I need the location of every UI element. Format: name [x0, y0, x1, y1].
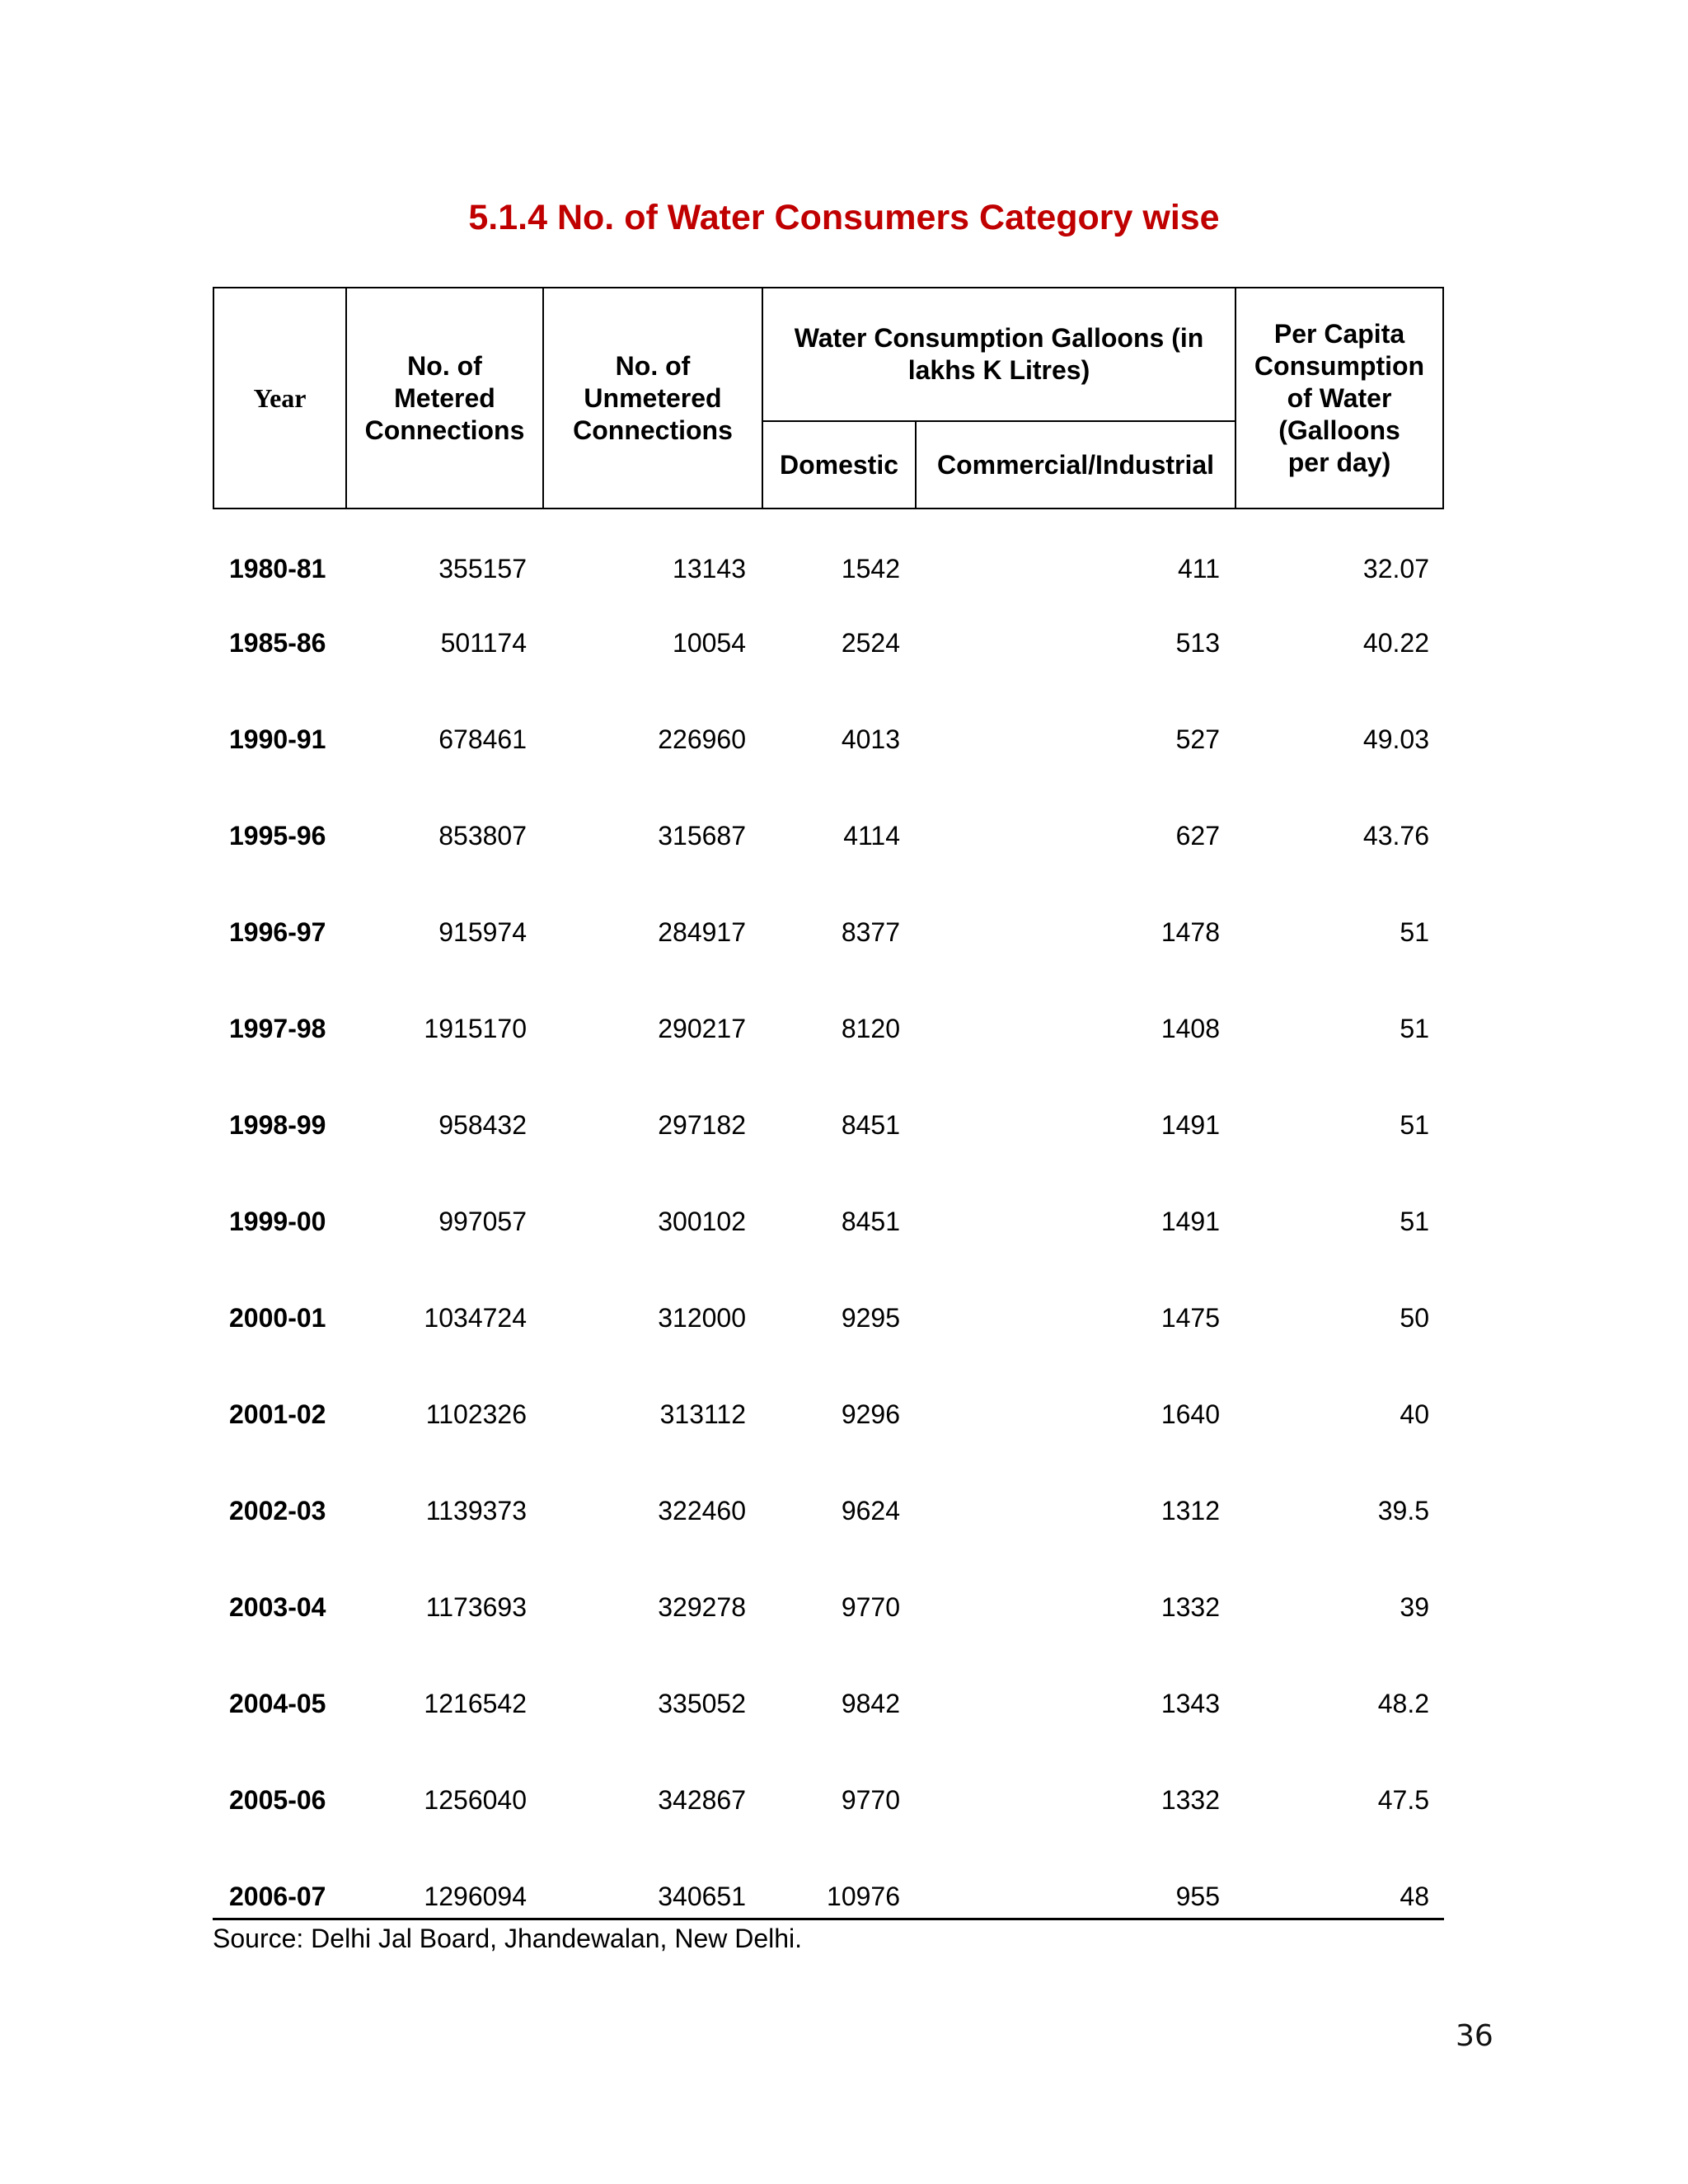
- cell-metered: 915974: [438, 917, 527, 947]
- page-title: 5.1.4 No. of Water Consumers Category wise: [468, 198, 1220, 237]
- table-row: [213, 1783, 1444, 1816]
- header-unmetered-connections: No. of Unmetered Connections: [573, 350, 733, 445]
- table-row: [213, 626, 1444, 659]
- cell-domestic: 8377: [841, 917, 900, 947]
- cell-unmetered: 284917: [658, 917, 746, 947]
- cell-commercial: 1478: [1160, 917, 1220, 947]
- page-number: 36: [1456, 2019, 1493, 2053]
- cell-commercial: 1491: [1160, 1110, 1220, 1140]
- cell-domestic: 9295: [841, 1303, 900, 1333]
- table-row: [213, 1301, 1444, 1334]
- cell-domestic: 4013: [841, 724, 900, 754]
- table-row: [213, 1494, 1444, 1527]
- cell-per-capita: 47.5: [1377, 1785, 1429, 1815]
- cell-unmetered: 290217: [658, 1014, 746, 1043]
- table-row: [213, 1880, 1444, 1913]
- cell-per-capita: 49.03: [1362, 724, 1429, 754]
- cell-per-capita: 48.2: [1377, 1689, 1429, 1718]
- table-header: [213, 287, 1444, 509]
- header-water-consumption: Water Consumption Galloons (in lakhs K Litres): [794, 323, 1204, 385]
- cell-unmetered: 315687: [658, 821, 746, 851]
- cell-unmetered: 322460: [658, 1496, 746, 1526]
- cell-unmetered: 313112: [659, 1399, 746, 1429]
- table-row: [213, 1398, 1444, 1431]
- source-note: Source: Delhi Jal Board, Jhandewalan, New Delhi.: [213, 1924, 803, 1953]
- cell-commercial: 1408: [1160, 1014, 1220, 1043]
- row-year: 1997-98: [229, 1014, 326, 1043]
- header-commercial-industrial: Commercial/Industrial: [936, 449, 1215, 480]
- row-year: 2003-04: [229, 1592, 326, 1622]
- cell-unmetered: 226960: [658, 724, 746, 754]
- cell-metered: 1296094: [424, 1882, 527, 1911]
- cell-domestic: 1542: [841, 554, 900, 583]
- cell-metered: 678461: [438, 724, 527, 754]
- cell-per-capita: 40.22: [1362, 628, 1429, 658]
- cell-commercial: 627: [1175, 821, 1220, 851]
- cell-commercial: 1343: [1160, 1689, 1220, 1718]
- cell-commercial: 1312: [1160, 1496, 1220, 1526]
- row-year: 1995-96: [229, 821, 326, 851]
- header-per-capita: Per Capita Consumption of Water (Galloons per day): [1254, 318, 1425, 477]
- cell-domestic: 9770: [841, 1592, 900, 1622]
- cell-commercial: 1332: [1160, 1785, 1220, 1815]
- cell-per-capita: 32.07: [1362, 554, 1429, 583]
- cell-per-capita: 51: [1400, 917, 1429, 947]
- cell-unmetered: 342867: [658, 1785, 746, 1815]
- row-year: 2006-07: [229, 1882, 326, 1911]
- table-row: [213, 1012, 1444, 1045]
- table-row: [213, 723, 1444, 756]
- row-year: 2001-02: [229, 1399, 326, 1429]
- cell-per-capita: 40: [1400, 1399, 1429, 1429]
- cell-domestic: 9624: [841, 1496, 900, 1526]
- cell-metered: 355157: [438, 554, 527, 583]
- cell-unmetered: 10054: [673, 628, 746, 658]
- cell-domestic: 8120: [841, 1014, 900, 1043]
- cell-per-capita: 39: [1400, 1592, 1429, 1622]
- table-row: [213, 1205, 1444, 1238]
- cell-unmetered: 340651: [658, 1882, 746, 1911]
- cell-unmetered: 312000: [658, 1303, 746, 1333]
- cell-domestic: 9296: [841, 1399, 900, 1429]
- cell-commercial: 1475: [1160, 1303, 1220, 1333]
- cell-metered: 1102326: [425, 1399, 527, 1429]
- cell-commercial: 1491: [1160, 1207, 1220, 1236]
- table-row: [213, 916, 1444, 949]
- cell-unmetered: 300102: [658, 1207, 746, 1236]
- table-row: [213, 1687, 1444, 1720]
- table-row: [213, 819, 1444, 852]
- cell-commercial: 1332: [1160, 1592, 1220, 1622]
- cell-unmetered: 329278: [658, 1592, 746, 1622]
- cell-metered: 1915170: [424, 1014, 527, 1043]
- cell-commercial: 527: [1175, 724, 1220, 754]
- cell-per-capita: 50: [1400, 1303, 1429, 1333]
- cell-metered: 1173693: [425, 1592, 527, 1622]
- row-year: 1990-91: [229, 724, 326, 754]
- cell-metered: 1139373: [425, 1496, 527, 1526]
- row-year: 2004-05: [229, 1689, 326, 1718]
- header-metered-connections: No. of Metered Connections: [364, 350, 525, 445]
- cell-per-capita: 48: [1400, 1882, 1429, 1911]
- cell-commercial: 411: [1177, 554, 1220, 583]
- row-year: 2000-01: [229, 1303, 326, 1333]
- header-domestic: Domestic: [779, 449, 899, 480]
- row-year: 1985-86: [229, 628, 326, 658]
- cell-metered: 853807: [438, 821, 527, 851]
- cell-domestic: 10976: [827, 1882, 900, 1911]
- cell-domestic: 9770: [841, 1785, 900, 1815]
- row-year: 1999-00: [229, 1207, 326, 1236]
- table-row: [213, 1591, 1444, 1624]
- header-year: Year: [253, 382, 307, 413]
- cell-metered: 997057: [438, 1207, 527, 1236]
- cell-metered: 958432: [438, 1110, 527, 1140]
- cell-unmetered: 335052: [658, 1689, 746, 1718]
- cell-per-capita: 51: [1400, 1110, 1429, 1140]
- cell-commercial: 513: [1175, 628, 1220, 658]
- row-year: 2002-03: [229, 1496, 326, 1526]
- row-year: 1998-99: [229, 1110, 326, 1140]
- row-year: 1980-81: [229, 554, 326, 583]
- cell-unmetered: 297182: [658, 1110, 746, 1140]
- cell-commercial: 1640: [1160, 1399, 1220, 1429]
- cell-domestic: 2524: [841, 628, 900, 658]
- cell-metered: 1034724: [424, 1303, 527, 1333]
- cell-per-capita: 51: [1400, 1207, 1429, 1236]
- row-year: 1996-97: [229, 917, 326, 947]
- cell-metered: 1256040: [424, 1785, 527, 1815]
- cell-metered: 501174: [440, 628, 527, 658]
- cell-unmetered: 13143: [673, 554, 746, 583]
- cell-commercial: 955: [1175, 1882, 1220, 1911]
- table-row: [213, 1108, 1444, 1141]
- cell-metered: 1216542: [424, 1689, 527, 1718]
- table-row: [213, 552, 1444, 585]
- cell-per-capita: 51: [1400, 1014, 1429, 1043]
- row-year: 2005-06: [229, 1785, 326, 1815]
- cell-domestic: 9842: [841, 1689, 900, 1718]
- table-bottom-rule: [213, 1918, 1444, 1920]
- cell-domestic: 8451: [841, 1207, 900, 1236]
- cell-domestic: 4114: [843, 821, 900, 851]
- cell-per-capita: 43.76: [1362, 821, 1429, 851]
- cell-domestic: 8451: [841, 1110, 900, 1140]
- cell-per-capita: 39.5: [1377, 1496, 1429, 1526]
